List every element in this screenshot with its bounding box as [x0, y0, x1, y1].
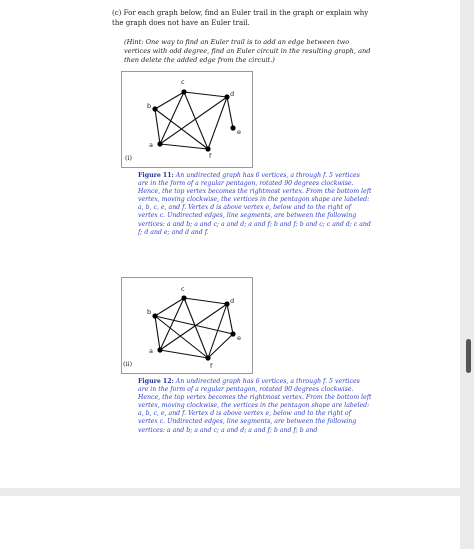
vertex-label-b: b	[147, 308, 152, 316]
vertex-label-c: c	[181, 78, 185, 86]
edge-a-b	[155, 316, 160, 350]
vertex-d	[224, 301, 229, 306]
vertex-label-a: a	[149, 347, 153, 355]
edge-a-f	[160, 144, 208, 149]
vertex-d	[224, 94, 229, 99]
edge-d-e	[227, 97, 233, 128]
vertex-c	[181, 89, 186, 94]
figure-1-sublabel: (i)	[125, 154, 133, 162]
vertex-f	[205, 355, 210, 360]
edge-c-d	[184, 92, 227, 97]
vertex-a	[157, 141, 162, 146]
vertex-c	[181, 295, 186, 300]
vertex-label-b: b	[147, 102, 152, 110]
edge-d-f	[208, 304, 227, 358]
vertex-label-f: f	[209, 152, 212, 160]
question-prefix: (c)	[112, 9, 122, 17]
figure-2-caption	[138, 378, 372, 435]
vertex-a	[157, 347, 162, 352]
edge-a-b	[155, 109, 160, 144]
edge-a-f	[160, 350, 208, 358]
edge-c-d	[184, 298, 227, 304]
next-page	[0, 496, 460, 549]
vertex-f	[205, 146, 210, 151]
vertex-e	[230, 125, 235, 130]
vertex-b	[152, 106, 157, 111]
vertex-label-e: e	[237, 334, 241, 342]
graph-1-svg	[122, 72, 252, 167]
edge-d-e	[227, 304, 233, 334]
question-text	[112, 9, 372, 28]
graph-2-svg	[122, 278, 252, 373]
graph-figure-1	[121, 71, 253, 168]
vertex-b	[152, 313, 157, 318]
vertex-label-c: c	[181, 285, 185, 293]
graph-figure-2	[121, 277, 253, 374]
edge-d-f	[208, 97, 227, 149]
question-body: For each graph below, find an Euler trail in the graph or explain why the graph does not have an Euler trail.	[112, 9, 369, 27]
figure-1-caption	[138, 172, 372, 237]
vertex-label-d: d	[230, 90, 235, 98]
figure-1-caption-text: An undirected graph has 6 vertices, a through f. 5 vertices are in the form of a regular pentagon, rotated 90 degrees clockwise. Hence, the top vertex becomes the rightmost vertex. From the bottom left vertex, moving clockwise, the vertices in the pentagon shape are labeled: a, b, c, e, and f. Vertex d is above vertex e, below and to the right of vertex c. Undirected edges, line segments, are between the following vertices: a and b; a and c; a and d; a and f; b and f; b and c; c and d; c and f; d and e; and d and f.	[138, 172, 372, 236]
hint-text: (Hint: One way to find an Euler trail is to add an edge between two vertices with odd degree, find an Euler circuit in the resulting graph, and then delete the added edge from the circuit.)	[124, 38, 371, 64]
figure-1-title: Figure 11:	[138, 172, 174, 179]
vertex-label-d: d	[230, 297, 235, 305]
figure-2-sublabel: (ii)	[123, 360, 133, 368]
figure-2-caption-text: An undirected graph has 6 vertices, a through f. 5 vertices are in the form of a regular pentagon, rotated 90 degrees clockwise. Hence, the top vertex becomes the rightmost vertex. From the bottom left vertex, moving clockwise, the vertices in the pentagon shape are labeled: a, b, c, e, and f. Vertex d is above vertex e, below and to the right of vertex c. Undirected edges, line segments, are between the following vertices: a and b; a and c; a and d; a and f; b and f; b and	[138, 378, 372, 434]
scrollbar-thumb[interactable]	[466, 339, 471, 373]
vertex-label-f: f	[210, 362, 213, 370]
figure-2-title: Figure 12:	[138, 378, 174, 385]
vertex-label-e: e	[237, 128, 241, 136]
vertex-label-a: a	[149, 141, 153, 149]
vertex-e	[230, 331, 235, 336]
